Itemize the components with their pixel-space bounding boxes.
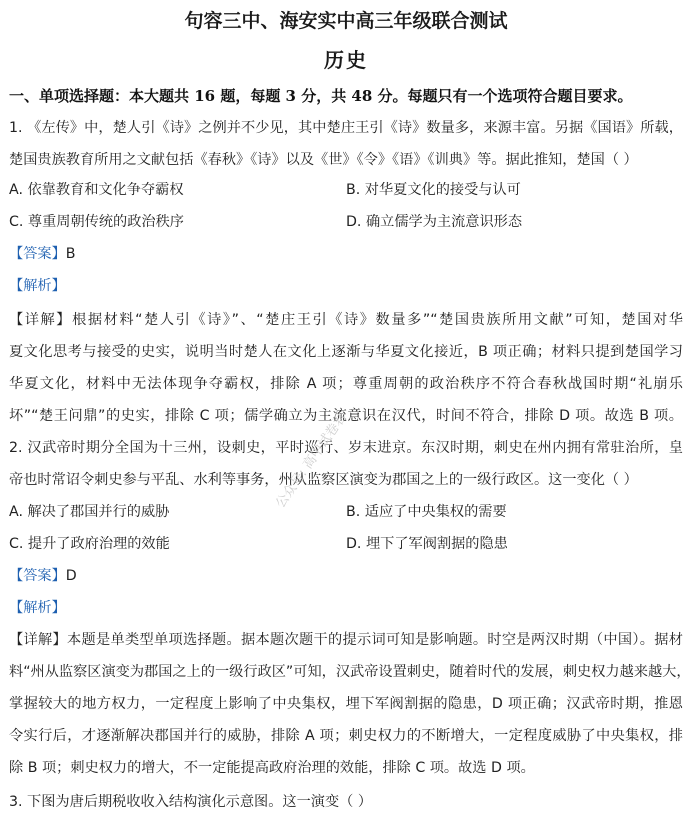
q2-detail-line-3: 掌握较大的地方权力，一定程度上影响了中央集权，埋下军阀割据的隐患，D 项正确；汉武帝时期，推恩: [9, 696, 683, 712]
school-title: 句容三中、海安实中高三年级联合测试: [184, 10, 508, 32]
watermark: 公众号: 高中试卷君: [273, 410, 351, 511]
detail-tag: 【详解】: [9, 312, 73, 328]
q2-detail-line-5: 除 B 项；刺史权力的增大，不一定能提高政府治理的效能，排除 C 项。故选 D 项。: [9, 760, 535, 776]
q3-stem-line-1: 3. 下图为唐后期税收收入结构演化示意图。这一演变（ ）: [9, 794, 373, 810]
q2-option-b: B. 适应了中央集权的需要: [346, 504, 507, 520]
q2-detail-line-4: 令实行后，才逐渐解决郡国并行的威胁，排除 A 项；刺史权力的不断增大，一定程度威胁了中央集权，排: [9, 728, 683, 744]
q1-detail-line-1: [9, 310, 683, 330]
q1-stem-line-1: 1. 《左传》中，楚人引《诗》之例并不少见，其中楚庄王引《诗》数量多，来源丰富。另据《国语》所载，: [9, 120, 683, 136]
subject-title: 历史: [324, 48, 368, 72]
analysis-tag: 【解析】: [9, 278, 66, 294]
q2-detail-text-1: 本题是单类型单项选择题。据本题次题干的提示词可知是影响题。时空是两汉时期（中国）。据材: [67, 632, 683, 648]
answer-tag: 【答案】: [9, 246, 66, 262]
q1-detail-text-1: 根据材料“楚人引《诗》”、“楚庄王引《诗》数量多”“楚国贵族所用文献”可知，楚国对华: [72, 312, 683, 328]
q2-option-c: C. 提升了政府治理的效能: [9, 536, 170, 552]
answer-tag: 【答案】: [9, 568, 66, 584]
q2-option-a: A. 解决了郡国并行的威胁: [9, 504, 170, 520]
q2-analysis: [9, 598, 683, 618]
q1-detail-line-3: 华夏文化，材料中无法体现争夺霸权，排除 A 项；尊重周朝的政治秩序不符合春秋战国时期“礼崩乐: [9, 376, 683, 392]
analysis-tag: 【解析】: [9, 600, 66, 616]
q2-answer: [9, 566, 683, 586]
q2-detail-line-1: [9, 630, 683, 650]
section-heading: 一、单项选择题：本大题共 16 题，每题 3 分，共 48 分。每题只有一个选项符合题目要求。: [9, 87, 633, 105]
q1-option-b: B. 对华夏文化的接受与认可: [346, 182, 521, 198]
q1-stem-line-2: 楚国贵族教育所用之文献包括《春秋》《诗》以及《世》《令》《语》《训典》等。据此推知，楚国（ ）: [9, 152, 638, 168]
q1-answer: [9, 244, 683, 264]
q1-option-a: A. 依靠教育和文化争夺霸权: [9, 182, 184, 198]
answer-value: B: [65, 246, 76, 262]
q2-stem-line-1: 2. 汉武帝时期分全国为十三州，设刺史，平时巡行、岁末进京。东汉时期，刺史在州内拥有常驻治所，皇: [9, 440, 683, 456]
q2-option-d: D. 埋下了军阀割据的隐患: [346, 536, 508, 552]
answer-value: D: [65, 568, 77, 584]
q2-detail-line-2: 料“州从监察区演变为郡国之上的一级行政区”可知，汉武帝设置刺史，随着时代的发展，刺史权力越来越大，: [9, 664, 691, 680]
q1-detail-line-2: 夏文化思考与接受的史实，说明当时楚人在文化上逐渐与华夏文化接近，B 项正确；材料只提到楚国学习: [9, 344, 683, 360]
detail-tag: 【详解】: [9, 632, 67, 648]
q1-analysis: [9, 276, 683, 296]
q1-option-c: C. 尊重周朝传统的政治秩序: [9, 214, 184, 230]
q2-stem-line-2: 帝也时常诏令刺史参与平乱、水利等事务，州从监察区演变为郡国之上的一级行政区。这一变化（ ）: [9, 472, 638, 488]
q1-detail-line-4: 坏”“楚王问鼎”的史实，排除 C 项；儒学确立为主流意识在汉代，时间不符合，排除 D 项。故选 B 项。: [9, 408, 683, 424]
q1-option-d: D. 确立儒学为主流意识形态: [346, 214, 523, 230]
